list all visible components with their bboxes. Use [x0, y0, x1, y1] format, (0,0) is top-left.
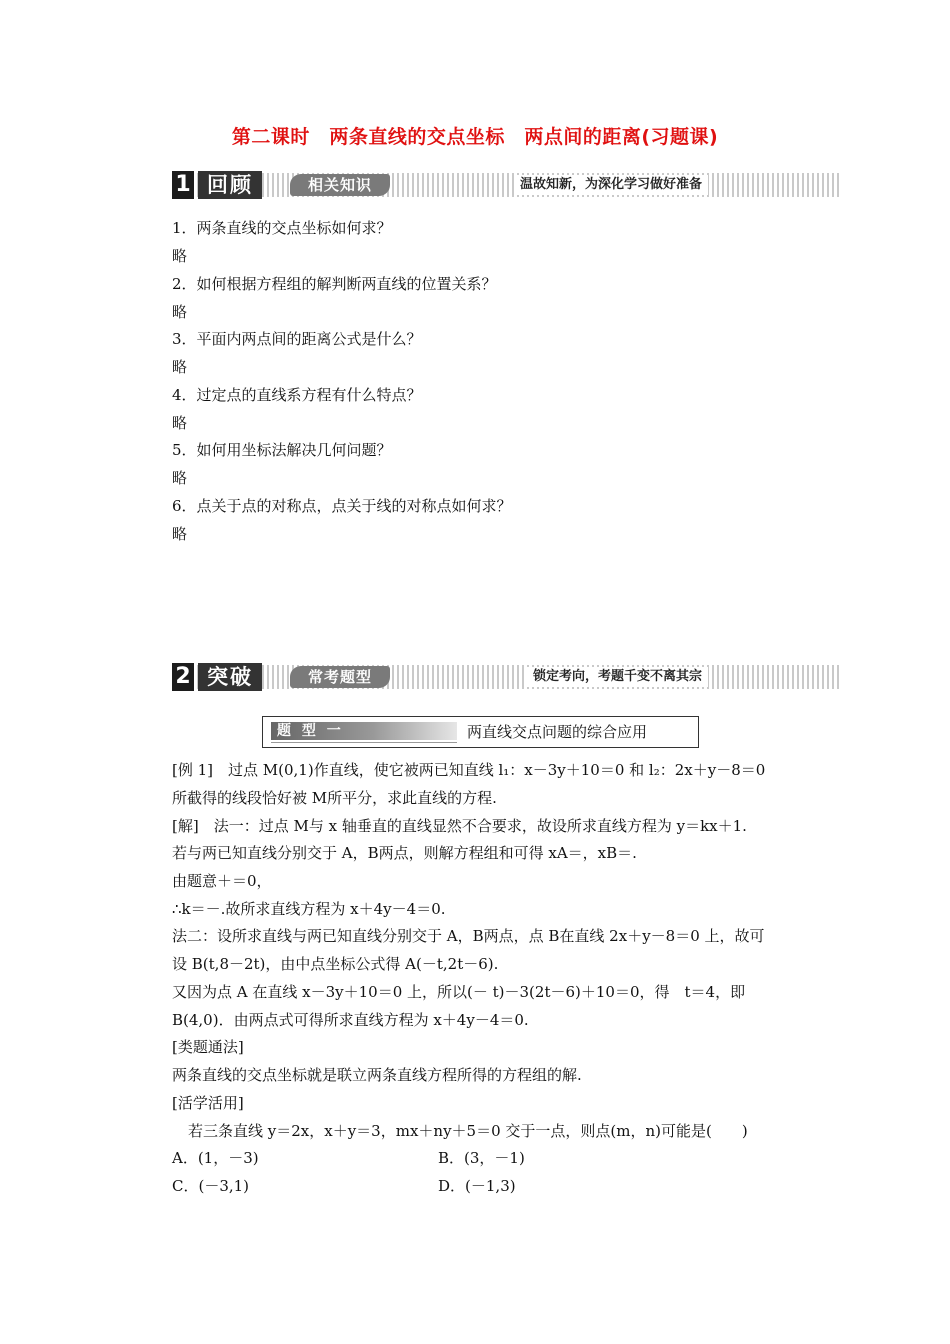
solution-line-1: [解] 法一：过点 M与 x 轴垂直的直线显然不合要求，故设所求直线方程为 y＝kx＋1. — [172, 817, 747, 835]
review-answer-2: 略 — [172, 303, 188, 321]
example-line-1: [例 1] 过点 M(0,1)作直线，使它被两已知直线 l₁：x－3y＋10＝0 和 l₂：2x＋y－8＝0 — [172, 761, 766, 779]
review-question-1: 1．两条直线的交点坐标如何求？ — [172, 219, 392, 237]
solution-line-3: 由题意＋＝0， — [172, 872, 272, 890]
example-line-2: 所截得的线段恰好被 M所平分，求此直线的方程. — [172, 789, 497, 807]
review-answer-6: 略 — [172, 525, 188, 543]
review-question-2: 2．如何根据方程组的解判断两直线的位置关系？ — [172, 275, 497, 293]
option-a: A．(1，－3) — [172, 1149, 259, 1167]
banner-main-label: 回顾 — [198, 171, 262, 199]
practice-question: 若三条直线 y＝2x，x＋y＝3，mx＋ny＋5＝0 交于一点，则点(m，n)可能是( ) — [188, 1122, 748, 1140]
banner-stripes — [172, 665, 840, 689]
question-type-box — [262, 716, 699, 748]
solution-line-7: 又因为点 A 在直线 x－3y＋10＝0 上，所以(－ t)－3(2t－6)＋10＝0，得 t＝4，即 — [172, 983, 746, 1001]
method-body: 两条直线的交点坐标就是联立两条直线方程所得的方程组的解. — [172, 1066, 582, 1084]
review-question-4: 4．过定点的直线系方程有什么特点？ — [172, 386, 422, 404]
option-c: C．(－3,1) — [172, 1177, 250, 1195]
question-type-tag: 题 型 一 — [271, 722, 457, 740]
review-question-3: 3．平面内两点间的距离公式是什么？ — [172, 330, 422, 348]
solution-line-2: 若与两已知直线分别交于 A，B两点，则解方程组和可得 xA＝，xB＝. — [172, 844, 637, 862]
banner-slogan: 锁定考向，考题千变不离其宗 — [527, 667, 708, 687]
review-answer-3: 略 — [172, 358, 188, 376]
banner-slogan: 温故知新，为深化学习做好准备 — [514, 175, 708, 195]
banner-sub-label: 相关知识 — [290, 174, 390, 196]
solution-line-5: 法二：设所求直线与两已知直线分别交于 A，B两点，点 B在直线 2x＋y－8＝0 上，故可 — [172, 927, 765, 945]
solution-line-6: 设 B(t,8－2t)，由中点坐标公式得 A(－t,2t－6). — [172, 955, 499, 973]
banner-main-label: 突破 — [198, 663, 262, 691]
review-answer-4: 略 — [172, 414, 188, 432]
option-d: D．(－1,3) — [438, 1177, 516, 1195]
tag-underline — [271, 742, 457, 743]
review-answer-5: 略 — [172, 469, 188, 487]
question-type-label: 两直线交点问题的综合应用 — [467, 723, 648, 741]
banner-stripes — [172, 173, 840, 197]
banner-number: 1 — [172, 171, 194, 199]
solution-line-8: B(4,0)．由两点式可得所求直线方程为 x＋4y－4＝0. — [172, 1011, 529, 1029]
option-b: B．(3，－1) — [438, 1149, 525, 1167]
page-title: 第二课时 两条直线的交点坐标 两点间的距离(习题课) — [231, 126, 719, 148]
section-banner-review — [172, 171, 840, 199]
section-banner-breakthrough — [172, 663, 840, 691]
method-heading: [类题通法] — [172, 1038, 244, 1056]
review-question-5: 5．如何用坐标法解决几何问题？ — [172, 441, 392, 459]
review-question-6: 6．点关于点的对称点，点关于线的对称点如何求？ — [172, 497, 512, 515]
solution-line-4: ∴k＝－.故所求直线方程为 x＋4y－4＝0. — [172, 900, 446, 918]
practice-heading: [活学活用] — [172, 1094, 244, 1112]
banner-number: 2 — [172, 663, 194, 691]
review-answer-1: 略 — [172, 247, 188, 265]
banner-sub-label: 常考题型 — [290, 666, 390, 688]
